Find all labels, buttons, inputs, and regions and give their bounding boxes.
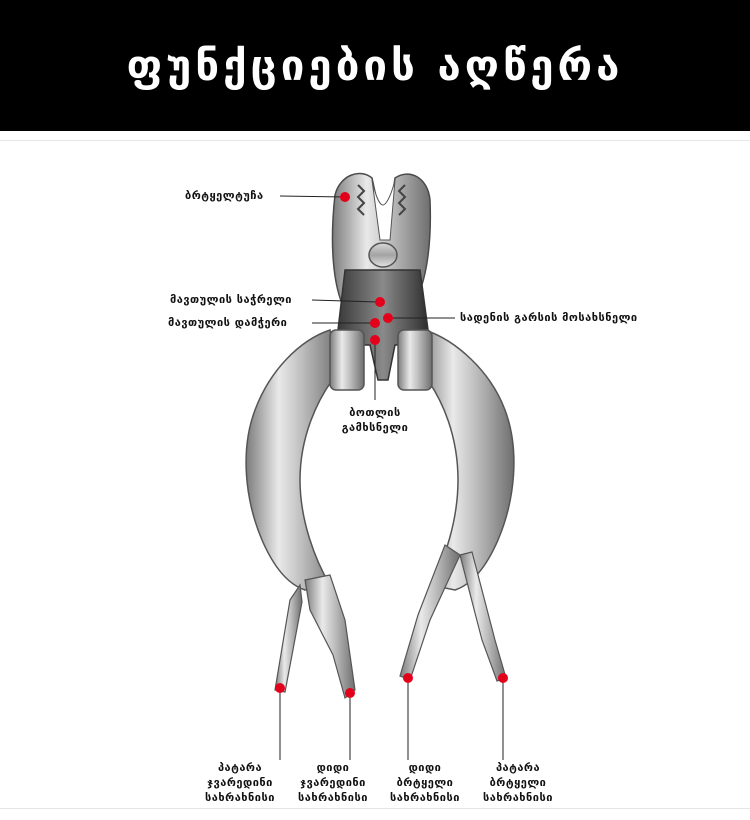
label-small-phillips: პატარა ჯვარედინი სახრახნისი	[205, 761, 275, 804]
label-small-flat: პატარა ბრტყელი სახრახნისი	[483, 761, 553, 804]
right-small-flat-screwdriver	[460, 552, 506, 681]
header-banner	[0, 0, 750, 131]
right-arm	[398, 330, 432, 390]
left-small-screwdriver	[275, 585, 302, 692]
label-wire-stripper: სადენის გარსის მოსახსნელი	[460, 311, 638, 324]
label-wire-crimper: მავთულის დამჭერი	[168, 316, 288, 329]
pivot-rivet	[369, 243, 397, 267]
bottom-divider	[0, 808, 750, 809]
marker-jaw	[340, 192, 350, 202]
right-large-flat-screwdriver	[400, 545, 460, 680]
multitool-illustration	[0, 140, 750, 808]
marker-cutter	[375, 297, 385, 307]
label-wire-cutter: მავთულის საჭრელი	[170, 293, 292, 306]
marker-large-flat	[403, 673, 413, 683]
marker-small-phillips	[275, 683, 285, 693]
marker-small-flat	[498, 673, 508, 683]
label-large-flat: დიდი ბრტყელი სახრახნისი	[390, 761, 460, 804]
marker-opener	[370, 335, 380, 345]
marker-large-phillips	[345, 688, 355, 698]
right-handle	[420, 330, 514, 590]
label-large-phillips: დიდი ჯვარედინი სახრახნისი	[298, 761, 368, 804]
left-large-screwdriver	[305, 575, 355, 698]
page-title: ფუნქციების აღწერა	[126, 41, 624, 90]
marker-crimper	[370, 318, 380, 328]
left-arm	[330, 330, 364, 390]
label-bottle-opener: ბოთლის გამხსნელი	[341, 406, 409, 434]
label-pliers-jaw: ბრტყელტუჩა	[185, 189, 264, 202]
marker-stripper	[383, 313, 393, 323]
left-handle	[246, 330, 340, 590]
